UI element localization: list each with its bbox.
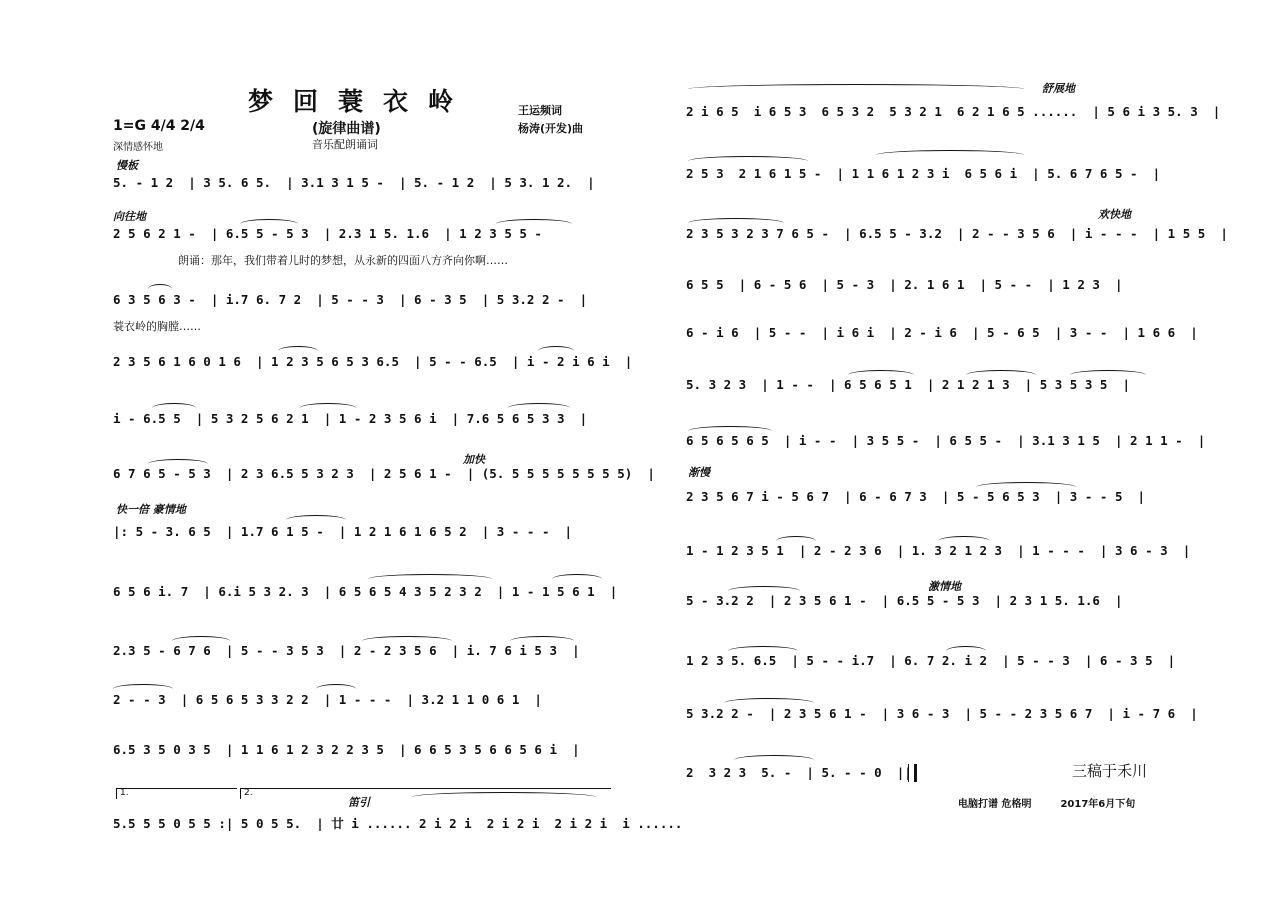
slur: [552, 574, 602, 584]
volta-first-ending: 1.: [116, 788, 237, 799]
tempo-slow: 慢板: [116, 159, 138, 172]
tempo-faster: 快一倍 豪情地: [116, 503, 186, 516]
staff-line-l2: 2 5 6 2 1 - | 6.5 5 - 5 3 | 2.3 1 5. 1.6 | 1 2 3 5 5 -: [113, 226, 542, 241]
staff-line-l10: 2 - - 3 | 6 5 6 5 3 3 2 2 | 1 - - - | 3.2 1 1 0 6 1 |: [113, 692, 542, 707]
mood-marking: 深情感怀地: [113, 142, 163, 153]
staff-line-l8: 6 5 6 i. 7 | 6.i 5 3 2. 3 | 6 5 6 5 4 3 5 2 3 2 | 1 - 1 5 6 1 |: [113, 584, 618, 599]
staff-line-l1: 5. - 1 2 | 3 5. 6 5. | 3.1 3 1 5 - | 5. - 1 2 | 5 3. 1 2. |: [113, 175, 595, 190]
tempo-unfold: 舒展地: [1042, 82, 1075, 95]
flute-intro-mark: 笛引: [348, 796, 370, 809]
slur: [688, 156, 808, 166]
staff-line-l11: 6.5 3 5 0 3 5 | 1 1 6 1 2 3 2 2 3 5 | 6 6 5 3 5 6 6 5 6 i |: [113, 742, 580, 757]
right-page: [636, 0, 1272, 908]
staff-line-l7: |: 5 - 3. 6 5 | 1.7 6 1 5 - | 1 2 1 6 1 6 5 2 | 3 - - - |: [113, 524, 573, 539]
staff-line-l12: 5.5 5 5 0 5 5 :| 5 0 5 5. | 廿 i ...... 2 i 2 i 2 i 2 i 2 i 2 i i ......: [113, 816, 683, 831]
composer-credit: 杨涛(开发)曲: [518, 122, 584, 135]
staff-line-l5: i - 6.5 5 | 5 3 2 5 6 2 1 | 1 - 2 3 5 6 i | 7.6 5 6 5 3 3 |: [113, 411, 588, 426]
recitation-note: 音乐配朗诵词: [312, 138, 378, 151]
staff-line-r2: 2 5 3 2 1 6 1 5 - | 1 1 6 1 2 3 i 6 5 6 i | 5. 6 7 6 5 - |: [686, 166, 1161, 181]
staff-line-r8: 2 3 5 6 7 i - 5 6 7 | 6 - 6 7 3 | 5 - 5 6 5 3 | 3 - - 5 |: [686, 489, 1146, 504]
staff-line-r13: 2 3 2 3 5. - | 5. - - 0 ||: [686, 765, 912, 780]
narration-line-1: 朗诵：那年，我们带着儿时的梦想，从永新的四面八方齐向你啊……: [178, 254, 508, 267]
slur: [734, 755, 814, 765]
staff-line-r1: 2 i 6 5 i 6 5 3 6 5 3 2 5 3 2 1 6 2 1 6 5 ...... | 5 6 i 3 5. 3 |: [686, 104, 1221, 119]
slur: [412, 792, 596, 802]
key-signature: 1=G 4/4 2/4: [113, 118, 205, 134]
staff-line-r4: 6 5 5 | 6 - 5 6 | 5 - 3 | 2. 1 6 1 | 5 - - | 1 2 3 |: [686, 277, 1123, 292]
volta-second-ending: 2.: [240, 788, 611, 799]
tempo-accel: 加快: [463, 453, 485, 466]
staff-line-r6: 5. 3 2 3 | 1 - - | 6 5 6 5 1 | 2 1 2 1 3 | 5 3 5 3 5 |: [686, 377, 1131, 392]
slur: [688, 84, 1024, 94]
staff-line-l4: 2 3 5 6 1 6 0 1 6 | 1 2 3 5 6 5 3 6.5 | 5 - - 6.5 | i - 2 i 6 i |: [113, 354, 633, 369]
lyricist-credit: 王运频词: [518, 104, 562, 117]
song-title: 梦回蓑衣岭: [248, 87, 474, 116]
draft-signoff: 三稿于禾川: [1072, 762, 1148, 780]
tempo-joyful: 欢快地: [1098, 208, 1131, 221]
final-double-barline: [908, 764, 917, 782]
staff-line-r12: 5 3.2 2 - | 2 3 5 6 1 - | 3 6 - 3 | 5 - - 2 3 5 6 7 | i - 7 6 |: [686, 706, 1198, 721]
slur: [876, 150, 1024, 160]
slur: [368, 574, 492, 584]
score-subtitle: (旋律曲谱): [312, 121, 381, 137]
footer-credits: [958, 795, 1135, 810]
staff-line-r9: 1 - 1 2 3 5 1 | 2 - 2 3 6 | 1. 3 2 1 2 3 | 1 - - - | 3 6 - 3 |: [686, 543, 1191, 558]
staff-line-l9: 2.3 5 - 6 7 6 | 5 - - 3 5 3 | 2 - 2 3 5 6 | i. 7 6 i 5 3 |: [113, 643, 580, 658]
tempo-passionate: 激情地: [928, 580, 961, 593]
staff-line-r10: 5 - 3.2 2 | 2 3 5 6 1 - | 6.5 5 - 5 3 | 2 3 1 5. 1.6 |: [686, 593, 1123, 608]
staff-line-l3: 6 3 5 6 3 - | i.7 6. 7 2 | 5 - - 3 | 6 - 3 5 | 5 3.2 2 - |: [113, 292, 588, 307]
staff-line-l6: 6 7 6 5 - 5 3 | 2 3 6.5 5 3 2 3 | 2 5 6 1 - | (5. 5 5 5 5 5 5 5 5) |: [113, 466, 655, 481]
staff-line-r7: 6 5 6 5 6 5 | i - - | 3 5 5 - | 6 5 5 - | 3.1 3 1 5 | 2 1 1 - |: [686, 433, 1206, 448]
staff-line-r5: 6 - i 6 | 5 - - | i 6 i | 2 - i 6 | 5 - 6 5 | 3 - - | 1 6 6 |: [686, 325, 1198, 340]
staff-line-r11: 1 2 3 5. 6.5 | 5 - - i.7 | 6. 7 2. i 2 | 5 - - 3 | 6 - 3 5 |: [686, 653, 1176, 668]
typesetter-credit: 电脑打谱 危格明: [958, 799, 1032, 810]
staff-line-r3: 2 3 5 3 2 3 7 6 5 - | 6.5 5 - 3.2 | 2 - - 3 5 6 | i - - - | 1 5 5 |: [686, 226, 1228, 241]
narration-line-2: 蓑衣岭的胸膛……: [113, 320, 201, 333]
tempo-slowing: 渐慢: [688, 466, 710, 479]
tempo-longing: 向往地: [113, 210, 146, 223]
score-date: 2017年6月下旬: [1060, 799, 1136, 810]
